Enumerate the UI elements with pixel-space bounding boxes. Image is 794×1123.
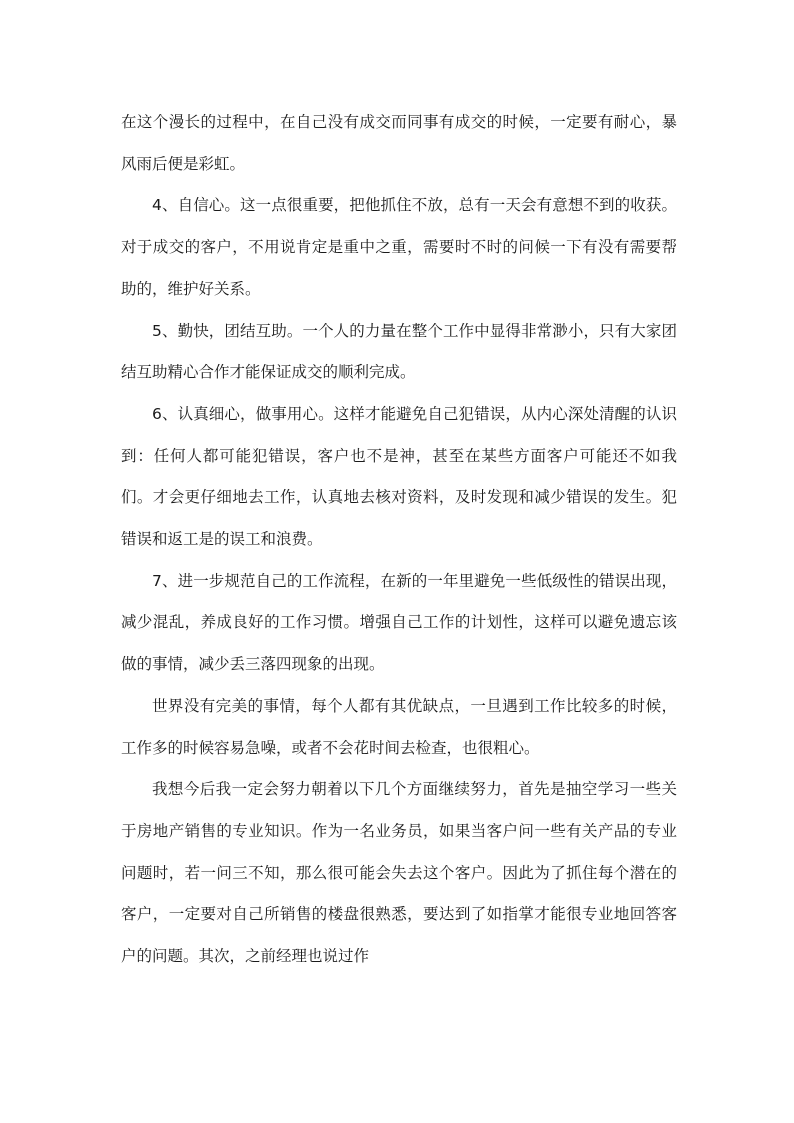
paragraph-imperfection: 世界没有完美的事情，每个人都有其优缺点，一旦遇到工作比较多的时候，工作多的时候容易急噪，或者不会花时间去检查，也很粗心。 (121, 696, 677, 757)
paragraph-confidence: 4、自信心。这一点很重要，把他抓住不放，总有一天会有意想不到的收获。对于成交的客户，不用说肯定是重中之重，需要时不时的问候一下有没有需要帮助的，维护好关系。 (121, 196, 677, 298)
paragraph-carefulness: 6、认真细心，做事用心。这样才能避免自己犯错误，从内心深处清醒的认识到：任何人都可能犯错误，客户也不是神，甚至在某些方面客户可能还不如我们。才会更仔细地去工作，认真地去核对资料，及时发现和减少错误的发生。犯错误和返工是的误工和浪费。 (121, 404, 677, 549)
paragraph-continuation: 在这个漫长的过程中，在自己没有成交而同事有成交的时候，一定要有耐心，暴风雨后便是彩虹。 (121, 113, 677, 173)
document-body (121, 102, 677, 978)
paragraph-future-plans: 我想今后我一定会努力朝着以下几个方面继续努力，首先是抽空学习一些关于房地产销售的专业知识。作为一名业务员，如果当客户问一些有关产品的专业问题时，若一问三不知，那么很可能会失去这个客户。因此为了抓住每个潜在的客户，一定要对自己所销售的楼盘很熟悉，要达到了如指掌才能很专业地回答客户的问题。其次，之前经理也说过作 (121, 780, 677, 966)
paragraph-workflow: 7、进一步规范自己的工作流程，在新的一年里避免一些低级性的错误出现，减少混乱，养成良好的工作习惯。增强自己工作的计划性，这样可以避免遗忘该做的事情，减少丢三落四现象的出现。 (121, 571, 677, 674)
paragraph-diligence: 5、勤快，团结互助。一个人的力量在整个工作中显得非常渺小，只有大家团结互助精心合作才能保证成交的顺利完成。 (121, 321, 677, 382)
